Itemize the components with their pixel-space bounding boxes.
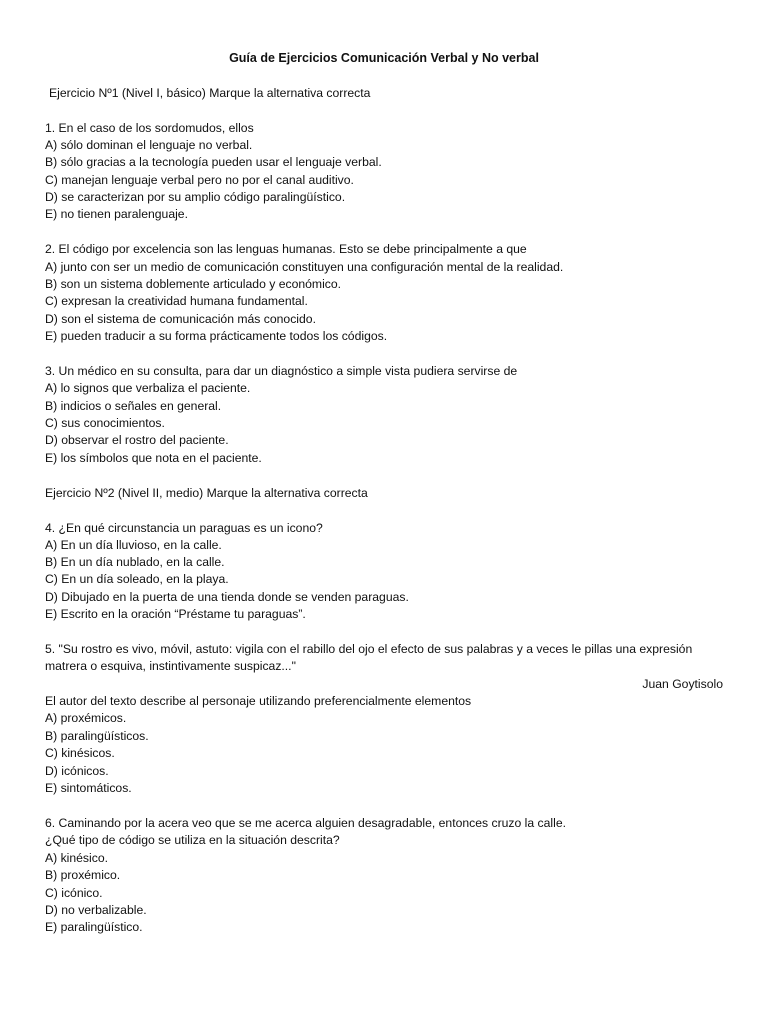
question-3-stem: 3. Un médico en su consulta, para dar un diagnóstico a simple vista pudiera servirse de [45,364,518,378]
question-4-option-b: B) En un día nublado, en la calle. [45,555,225,569]
question-3-option-c: C) sus conocimientos. [45,416,165,430]
question-6-stem-line-2: ¿Qué tipo de código se utiliza en la situación descrita? [45,833,340,847]
question-6-option-e: E) paralingüístico. [45,920,143,934]
question-4-option-e: E) Escrito en la oración “Préstame tu paraguas”. [45,607,306,621]
question-2-option-b: B) son un sistema doblemente articulado y económico. [45,277,342,291]
question-6-option-a: A) kinésico. [45,851,108,865]
question-3-option-b: B) indicios o señales en general. [45,399,222,413]
quote-author: Juan Goytisolo [642,677,723,691]
question-1-option-d: D) se caracterizan por su amplio código paralingüístico. [45,190,346,204]
exercise-1-heading: Ejercicio Nº1 (Nivel I, básico) Marque la alternativa correcta [49,86,371,100]
question-4-option-a: A) En un día lluvioso, en la calle. [45,538,222,552]
question-2-option-c: C) expresan la creatividad humana fundamental. [45,294,308,308]
question-5-option-b: B) paralingüísticos. [45,729,149,743]
question-4-option-c: C) En un día soleado, en la playa. [45,572,229,586]
question-2-option-a: A) junto con ser un medio de comunicación constituyen una configuración mental de la realidad. [45,260,564,274]
question-1-option-c: C) manejan lenguaje verbal pero no por el canal auditivo. [45,173,354,187]
question-5-quote-line-2: matrera o esquiva, instintivamente suspicaz..." [45,659,296,673]
question-5-option-c: C) kinésicos. [45,746,115,760]
question-4-stem: 4. ¿En qué circunstancia un paraguas es un icono? [45,521,323,535]
question-4-option-d: D) Dibujado en la puerta de una tienda donde se venden paraguas. [45,590,409,604]
question-5-quote-line-1: 5. "Su rostro es vivo, móvil, astuto: vigila con el rabillo del ojo el efecto de sus palabras y a veces le pillas una expresión [45,642,693,656]
question-1-option-a: A) sólo dominan el lenguaje no verbal. [45,138,253,152]
question-5-stem: El autor del texto describe al personaje utilizando preferencialmente elementos [45,694,472,708]
question-1-stem: 1. En el caso de los sordomudos, ellos [45,121,254,135]
question-6-option-b: B) proxémico. [45,868,121,882]
question-5-option-a: A) proxémicos. [45,711,127,725]
question-2-option-e: E) pueden traducir a su forma prácticamente todos los códigos. [45,329,388,343]
question-5-option-e: E) sintomáticos. [45,781,132,795]
question-2-option-d: D) son el sistema de comunicación más conocido. [45,312,316,326]
question-6-option-d: D) no verbalizable. [45,903,147,917]
question-3-option-e: E) los símbolos que nota en el paciente. [45,451,262,465]
question-2-stem: 2. El código por excelencia son las lenguas humanas. Esto se debe principalmente a que [45,242,527,256]
exercise-2-heading: Ejercicio Nº2 (Nivel II, medio) Marque la alternativa correcta [45,486,368,500]
question-1-option-b: B) sólo gracias a la tecnología pueden usar el lenguaje verbal. [45,155,382,169]
question-5-option-d: D) icónicos. [45,764,109,778]
question-6-option-c: C) icónico. [45,886,103,900]
question-6-stem-line-1: 6. Caminando por la acera veo que se me acerca alguien desagradable, entonces cruzo la calle. [45,816,566,830]
question-1-option-e: E) no tienen paralenguaje. [45,207,188,221]
document-title: Guía de Ejercicios Comunicación Verbal y No verbal [229,51,539,65]
question-3-option-a: A) lo signos que verbaliza el paciente. [45,381,251,395]
question-3-option-d: D) observar el rostro del paciente. [45,433,229,447]
